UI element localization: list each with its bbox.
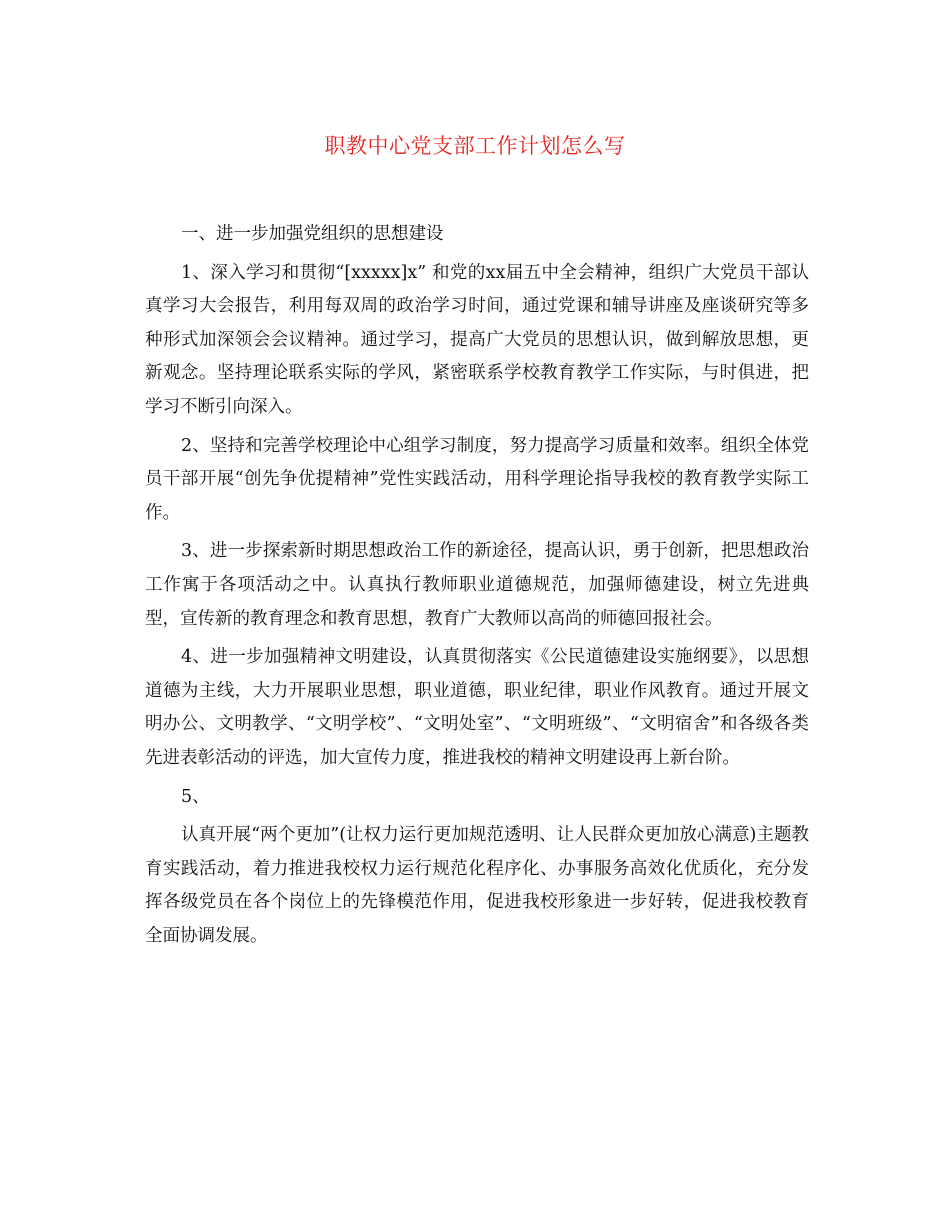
paragraph-2: 2、坚持和完善学校理论中心组学习制度，努力提高学习质量和效率。组织全体党员干部开展“创先争优提精神”党性实践活动，用科学理论指导我校的教育教学实际工作。 xyxy=(145,435,809,523)
document-title: 职教中心党支部工作计划怎么写 xyxy=(324,134,626,158)
paragraph-5-body: 认真开展“两个更加”(让权力运行更加规范透明、让人民群众更加放心满意)主题教育实践活动，着力推进我校权力运行规范化程序化、办事服务高效化优质化，充分发挥各级党员在各个岗位上的先锋模范作用，促进我校形象进一步好转，促进我校教育全面协调发展。 xyxy=(145,825,809,946)
paragraph-5-number: 5、 xyxy=(181,786,210,807)
document-body xyxy=(145,218,809,958)
paragraph-4: 4、进一步加强精神文明建设，认真贯彻落实《公民道德建设实施纲要》，以思想道德为主线，大力开展职业思想，职业道德，职业纪律，职业作风教育。通过开展文明办公、文明教学、“文明学校”、“文明处室”、“文明班级”、“文明宿舍”和各级各类先进表彰活动的评选，加大宣传力度，推进我校的精神文明建设再上新台阶。 xyxy=(145,647,809,768)
paragraph-1: 1、深入学习和贯彻“[xxxxx]x” 和党的xx届五中全会精神，组织广大党员干部认真学习大会报告，利用每双周的政治学习时间，通过党课和辅导讲座及座谈研究等多种形式加深领会会议精神。通过学习，提高广大党员的思想认识，做到解放思想，更新观念。坚持理论联系实际的学风，紧密联系学校教育教学工作实际，与时俱进，把学习不断引向深入。 xyxy=(145,262,809,417)
section-heading: 一、进一步加强党组织的思想建设 xyxy=(181,224,444,244)
paragraph-3: 3、进一步探索新时期思想政治工作的新途径，提高认识，勇于创新，把思想政治工作寓于各项活动之中。认真执行教师职业道德规范，加强师德建设，树立先进典型，宣传新的教育理念和教育思想，教育广大教师以高尚的师德回报社会。 xyxy=(145,541,809,629)
